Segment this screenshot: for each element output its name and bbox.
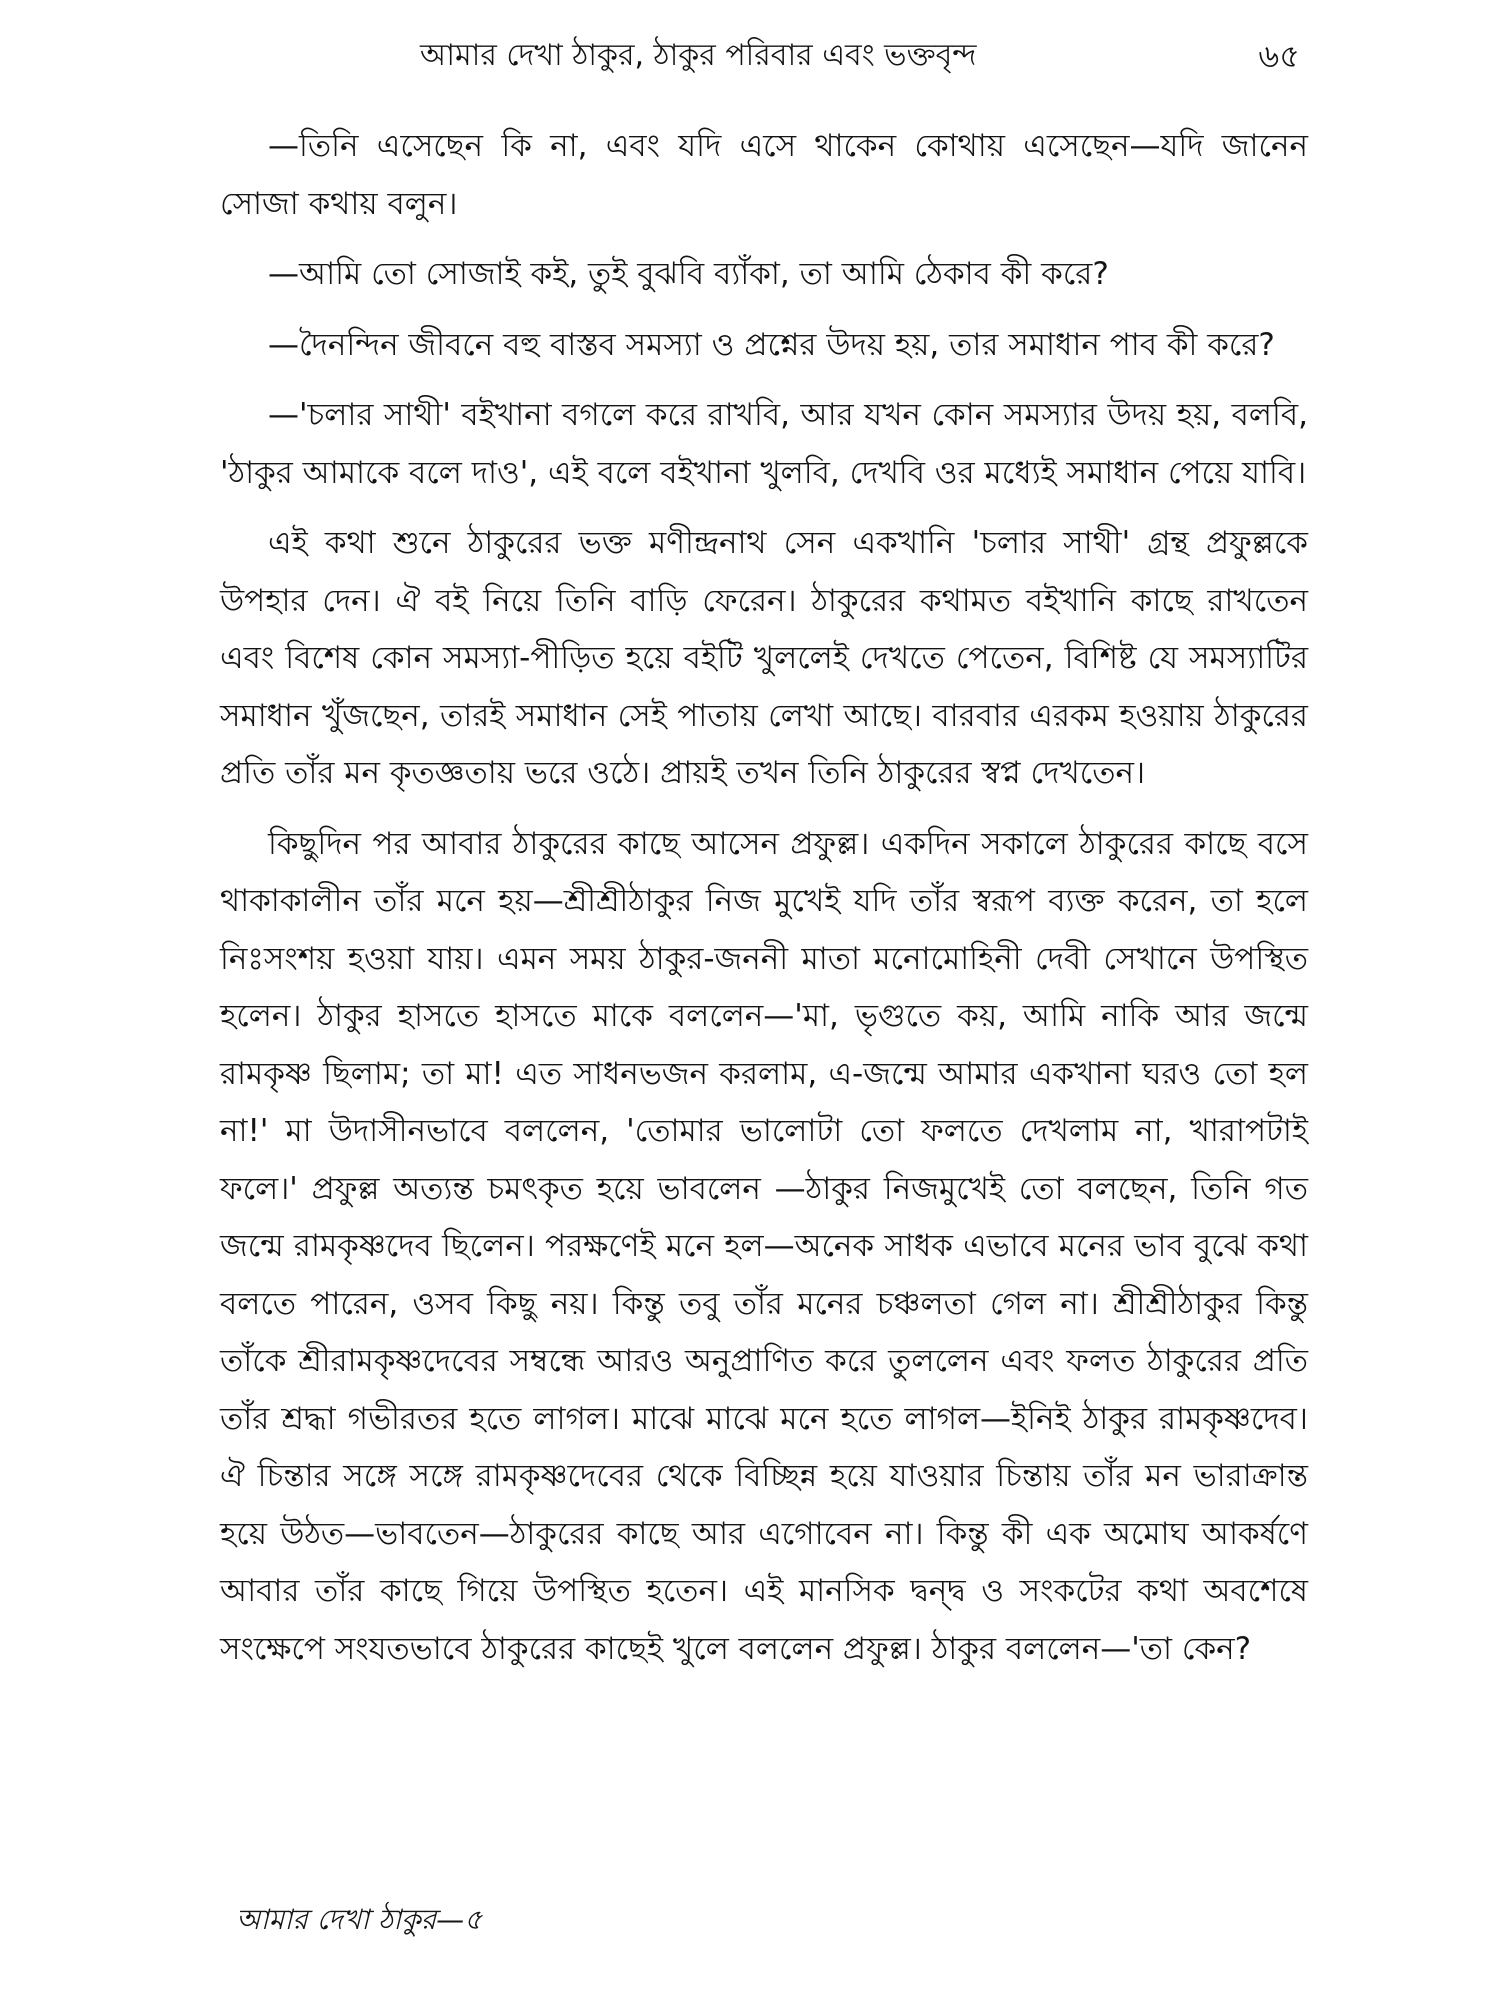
paragraph-narrative-2: কিছুদিন পর আবার ঠাকুরের কাছে আসেন প্রফুল্ল। একদিন সকালে ঠাকুরের কাছে বসে থাকাকালীন তাঁর মনে হয়—শ্রীশ্রীঠাকুর নিজ মুখেই যদি তাঁর স্বরূপ ব্যক্ত করেন, তা হলে নিঃসংশয় হওয়া যায়। এমন সময় ঠাকুর-জননী মাতা মনোমোহিনী দেবী সেখানে উপস্থিত হলেন। ঠাকুর হাসতে হাসতে মাকে বললেন—'মা, ভৃগুতে কয়, আমি নাকি আর জন্মে রামকৃষ্ণ ছিলাম; তা মা! এত সাধনভজন করলাম, এ-জন্মে আমার একখানা ঘরও তো হল না!' মা উদাসীনভাবে বললেন, 'তোমার ভালোটা তো ফলতে দেখলাম না, খারাপটাই ফলে।' প্রফুল্ল অত্যন্ত চমৎকৃত হয়ে ভাবলেন —ঠাকুর নিজমুখেই তো বলছেন, তিনি গত জন্মে রামকৃষ্ণদেব ছিলেন। পরক্ষণেই মনে হল—অনেক সাধক এভাবে মনের ভাব বুঝে কথা বলতে পারেন, ওসব কিছু নয়। কিন্তু তবু তাঁর মনের চঞ্চলতা গেল না। শ্রীশ্রীঠাকুর কিন্তু তাঁকে শ্রীরামকৃষ্ণদেবের সম্বন্ধে আরও অনুপ্রাণিত করে তুললেন এবং ফলত ঠাকুরের প্রতি তাঁর শ্রদ্ধা গভীরতর হতে লাগল। মাঝে মাঝে মনে হতে লাগল—ইনিই ঠাকুর রামকৃষ্ণদেব। ঐ চিন্তার সঙ্গে সঙ্গে রামকৃষ্ণদেবের থেকে বিচ্ছিন্ন হয়ে যাওয়ার চিন্তায় তাঁর মন ভারাক্রান্ত হয়ে উঠত—ভাবতেন—ঠাকুরের কাছে আর এগোবেন না। কিন্তু কী এক অমোঘ আকর্ষণে আবার তাঁর কাছে গিয়ে উপস্থিত হতেন। এই মানসিক দ্বন্দ্ব ও সংকটের কথা অবশেষে সংক্ষেপে সংযতভাবে ঠাকুরের কাছেই খুলে বললেন প্রফুল্ল। ঠাকুর বললেন—'তা কেন? [220,825,1308,1667]
running-header [220,26,1300,86]
footer-signature: আমার দেখা ঠাকুর—৫ [236,1903,483,1936]
paragraph-narrative-1: এই কথা শুনে ঠাকুরের ভক্ত মণীন্দ্রনাথ সেন একখানি 'চলার সাথী' গ্রন্থ প্রফুল্লকে উপহার দেন। ঐ বই নিয়ে তিনি বাড়ি ফেরেন। ঠাকুরের কথামত বইখানি কাছে রাখতেন এবং বিশেষ কোন সমস্যা-পীড়িত হয়ে বইটি খুললেই দেখতে পেতেন, বিশিষ্ট যে সমস্যাটির সমাধান খুঁজছেন, তারই সমাধান সেই পাতায় লেখা আছে। বারবার এরকম হওয়ায় ঠাকুরের প্রতি তাঁর মন কৃতজ্ঞতায় ভরে ওঠে। প্রায়ই তখন তিনি ঠাকুরের স্বপ্ন দেখতেন। [220,525,1308,791]
paragraph-dialogue-4: —'চলার সাথী' বইখানা বগলে করে রাখবি, আর যখন কোন সমস্যার উদয় হয়, বলবি, 'ঠাকুর আমাকে বলে দাও', এই বলে বইখানা খুলবি, দেখবি ওর মধ্যেই সমাধান পেয়ে যাবি। [220,397,1308,491]
paragraph-dialogue-2: —আমি তো সোজাই কই, তুই বুঝবি ব্যাঁকা, তা আমি ঠেকাব কী করে? [268,256,1109,292]
running-header-title: আমার দেখা ঠাকুর, ঠাকুর পরিবার এবং ভক্তবৃন্দ [420,38,977,73]
body-text [220,118,1308,1691]
page-number: ৬৫ [1258,37,1300,75]
paragraph-dialogue-3: —দৈনন্দিন জীবনে বহু বাস্তব সমস্যা ও প্রশ্নের উদয় হয়, তার সমাধান পাব কী করে? [268,326,1275,363]
paragraph-dialogue-1: —তিনি এসেছেন কি না, এবং যদি এসে থাকেন কোথায় এসেছেন—যদি জানেন সোজা কথায় বলুন। [220,128,1308,222]
